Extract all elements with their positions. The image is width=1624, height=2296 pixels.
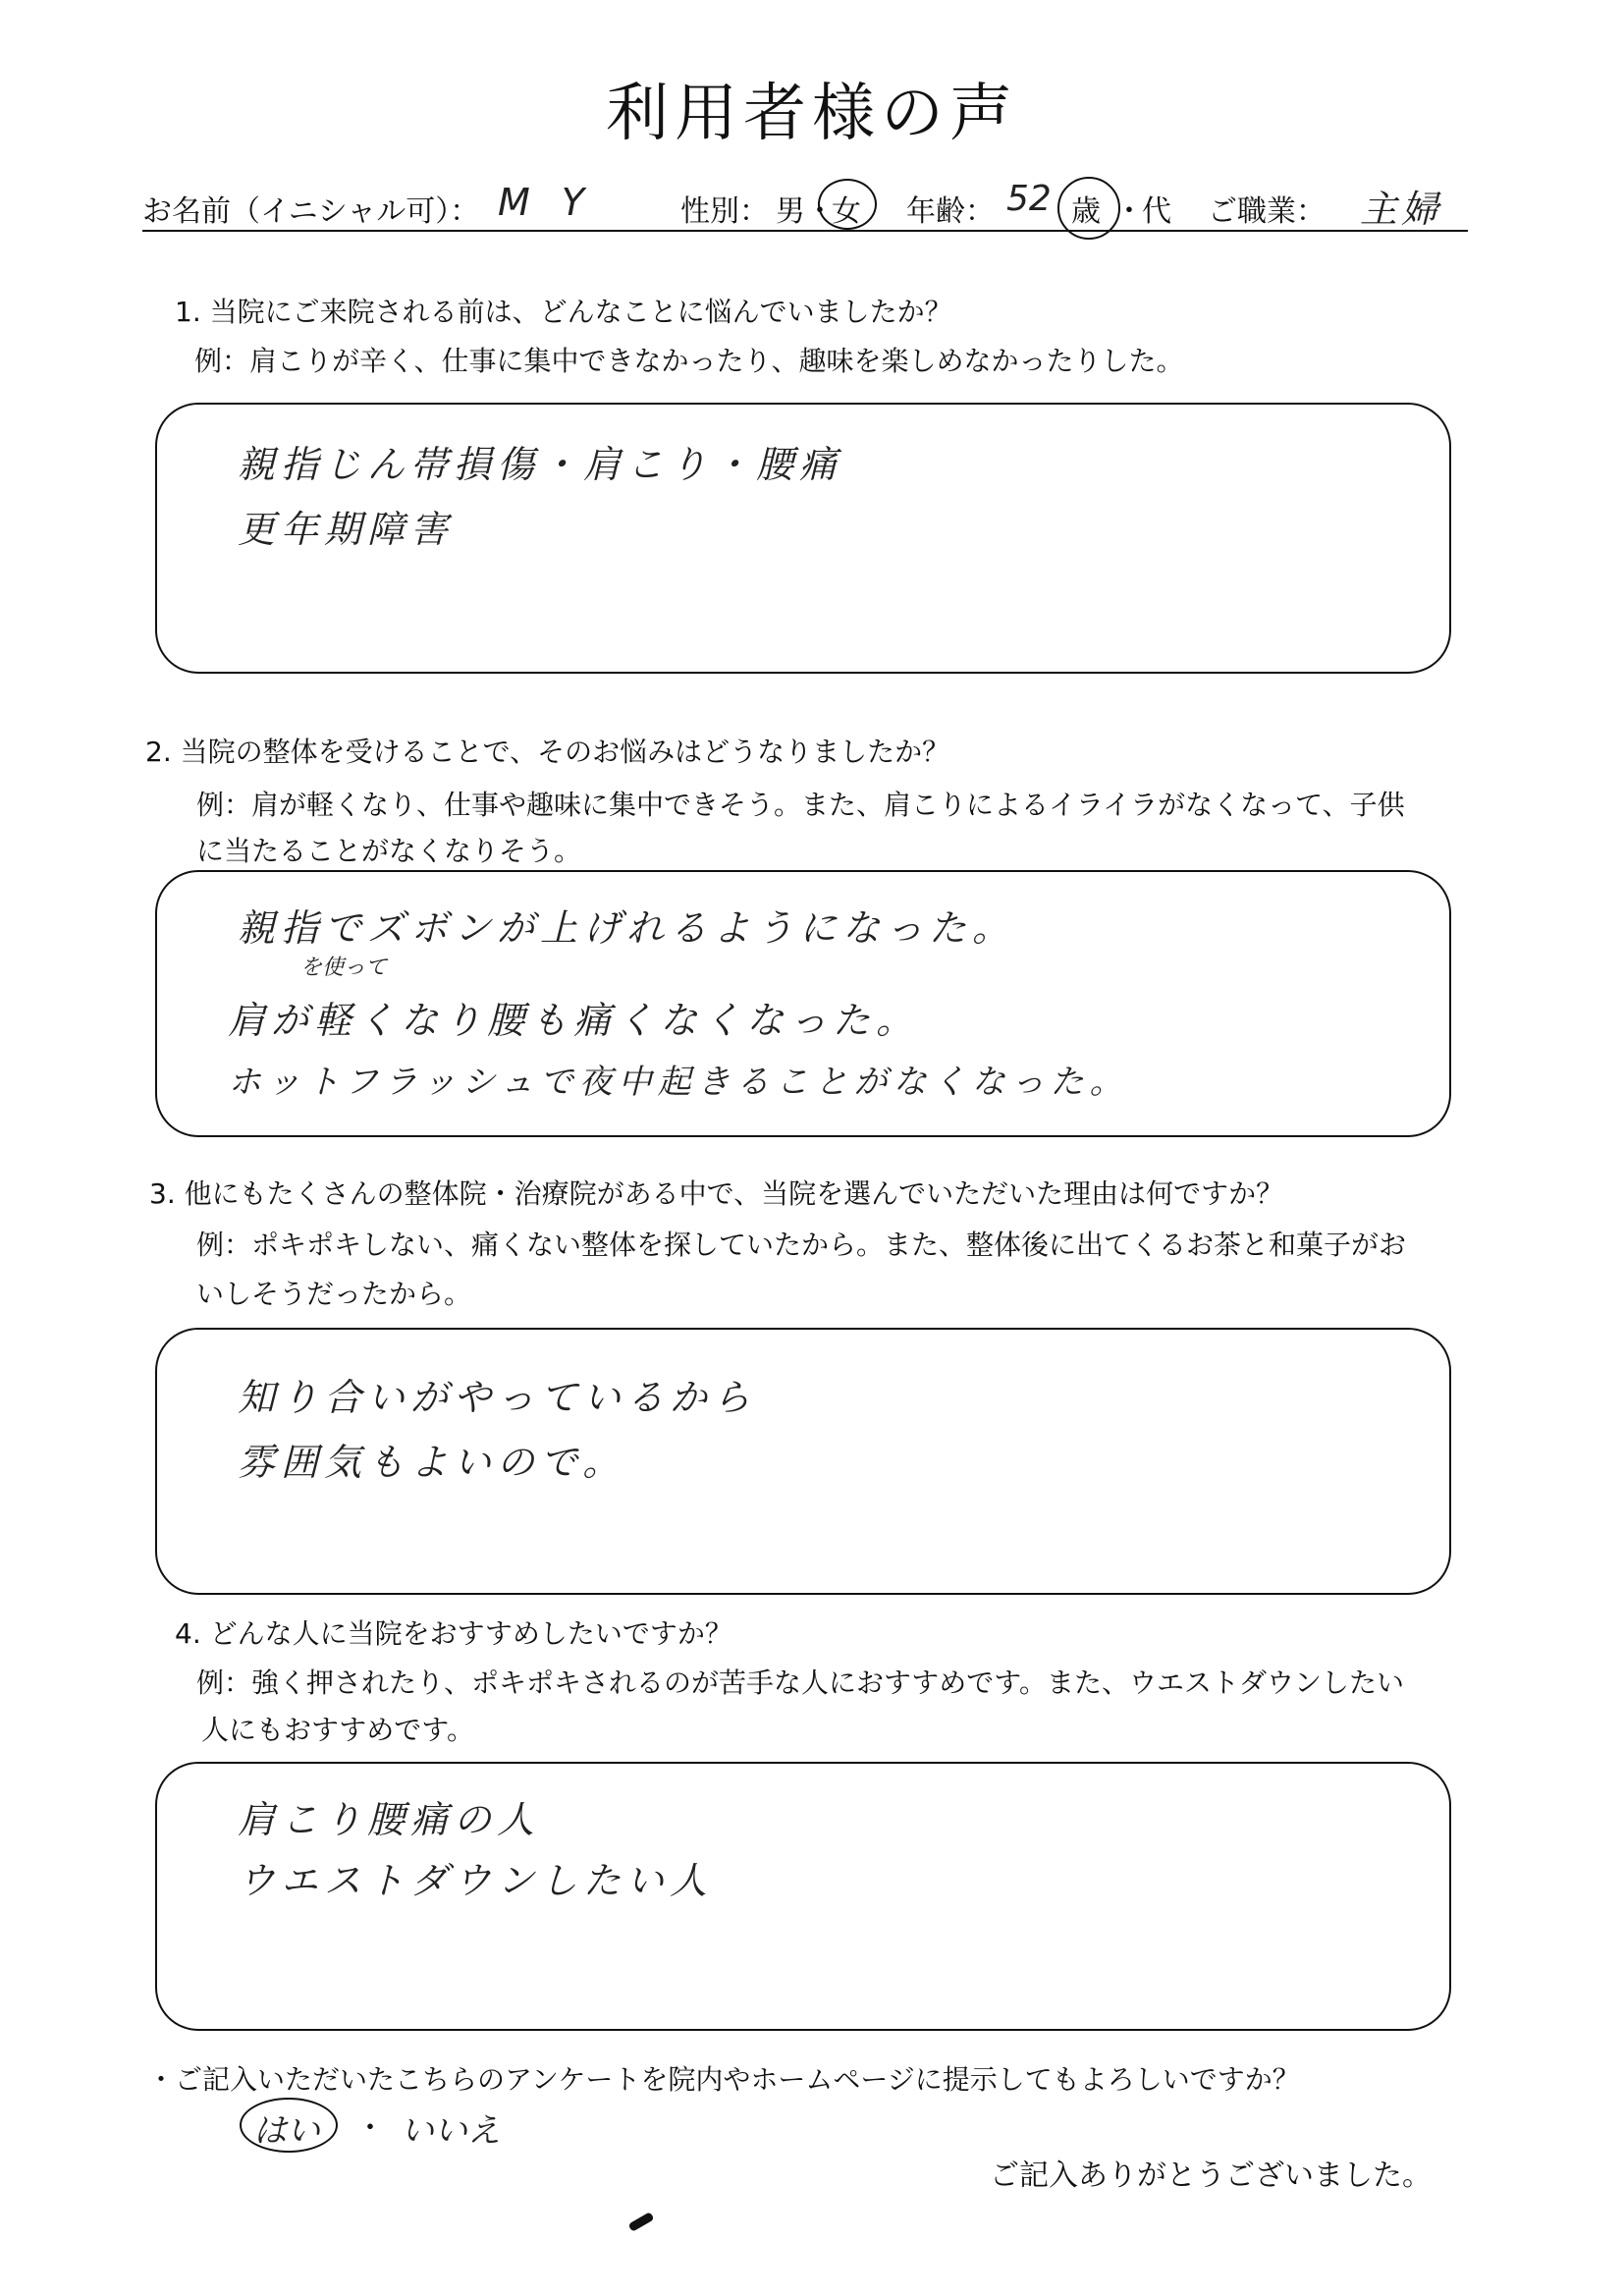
answer-2-line-1: 親指でズボンが上げれるようになった。 [238,906,1016,950]
answer-box-1 [155,403,1451,674]
answer-3-line-2: 雰囲気もよいので。 [238,1441,626,1484]
question-3-example-line-1: 例：ポキポキしない、痛くない整体を探していたから。また、整体後に出てくるお茶と和菓子がお [196,1229,1407,1261]
consent-yes-circle [240,2098,338,2153]
answer-2-line-3: ホットフラッシュで夜中起きることがなくなった。 [228,1063,1129,1102]
gender-selected-circle [818,179,877,230]
name-value: M Y [498,181,595,224]
question-number: 1. [175,296,201,328]
answer-4-line-1: 肩こり腰痛の人 [238,1798,541,1841]
question-2-example-line-1: 例：肩が軽くなり、仕事や趣味に集中できそう。また、肩こりによるイライラがなくなって、子供 [196,789,1405,821]
respondent-info-row [142,179,1468,232]
thanks-message: ご記入ありがとうございました。 [990,2159,1432,2193]
pen-mark [627,2212,654,2232]
occupation-value: 主婦 [1360,188,1443,231]
gender-female: 女 [832,194,861,229]
gender-label: 性別： [680,194,769,229]
age-dai: 代 [1142,194,1171,229]
question-number: 3. [149,1177,176,1210]
question-3-example-line-2: いしそうだったから。 [196,1278,472,1310]
question-2-example-line-2: に当たることがなくなりそう。 [196,835,582,867]
question-4-example-line-1: 例：強く押されたり、ポキポキされるのが苦手な人におすすめです。また、ウエストダウンしたい [196,1667,1405,1699]
consent-no: いいえ [401,2111,501,2151]
occupation-label: ご職業： [1208,194,1326,229]
question-1-example: 例：肩こりが辛く、仕事に集中できなかったり、趣味を楽しめなかったりした。 [194,345,1184,377]
answer-4-line-2: ウエストダウンしたい人 [238,1859,714,1902]
answer-3-line-1: 知り合いがやっているから [238,1376,757,1419]
question-text: 当院の整体を受けることで、そのお悩みはどうなりましたか？ [180,736,950,768]
consent-separator: ・ [355,2111,385,2146]
name-label: お名前（イニシャル可）： [142,194,480,229]
question-number: 2. [145,736,172,768]
consent-yes: はい [253,2111,320,2151]
question-text: 他にもたくさんの整体院・治療院がある中で、当院を選んでいただいた理由は何ですか？ [184,1177,1284,1210]
answer-1-line-2: 更年期障害 [238,508,455,551]
age-separator: ・ [1114,194,1144,229]
question-3 [149,1173,1283,1212]
gender-separator: ・ [805,194,835,229]
page-title: 利用者様の声 [606,78,1018,150]
consent-question: ・ご記入いただいたこちらのアンケートを院内やホームページに提示してもよろしいですか？ [147,2063,1300,2096]
gender-male: 男 [776,194,805,229]
answer-box-4 [155,1762,1451,2031]
answer-2-line-2: 肩が軽くなり腰も痛くなくなった。 [228,999,920,1042]
answer-box-2 [155,870,1451,1137]
age-sai: 歳 [1071,194,1101,229]
question-text: 当院にご来院される前は、どんなことに悩んでいましたか？ [209,296,952,328]
answer-1-line-1: 親指じん帯損傷・肩こり・腰痛 [238,443,843,486]
answer-box-3 [155,1328,1451,1595]
question-text: どんな人に当院をおすすめしたいですか？ [209,1617,732,1650]
age-selected-circle [1057,177,1120,240]
question-1 [175,291,952,330]
question-number: 4. [175,1617,201,1650]
question-2 [145,731,949,770]
question-4 [175,1613,732,1652]
answer-2-annotation: を使って [300,956,388,980]
question-4-example-line-2: 人にもおすすめです。 [201,1714,475,1746]
age-label: 年齢： [906,194,995,229]
age-value: 52 [1006,179,1052,219]
